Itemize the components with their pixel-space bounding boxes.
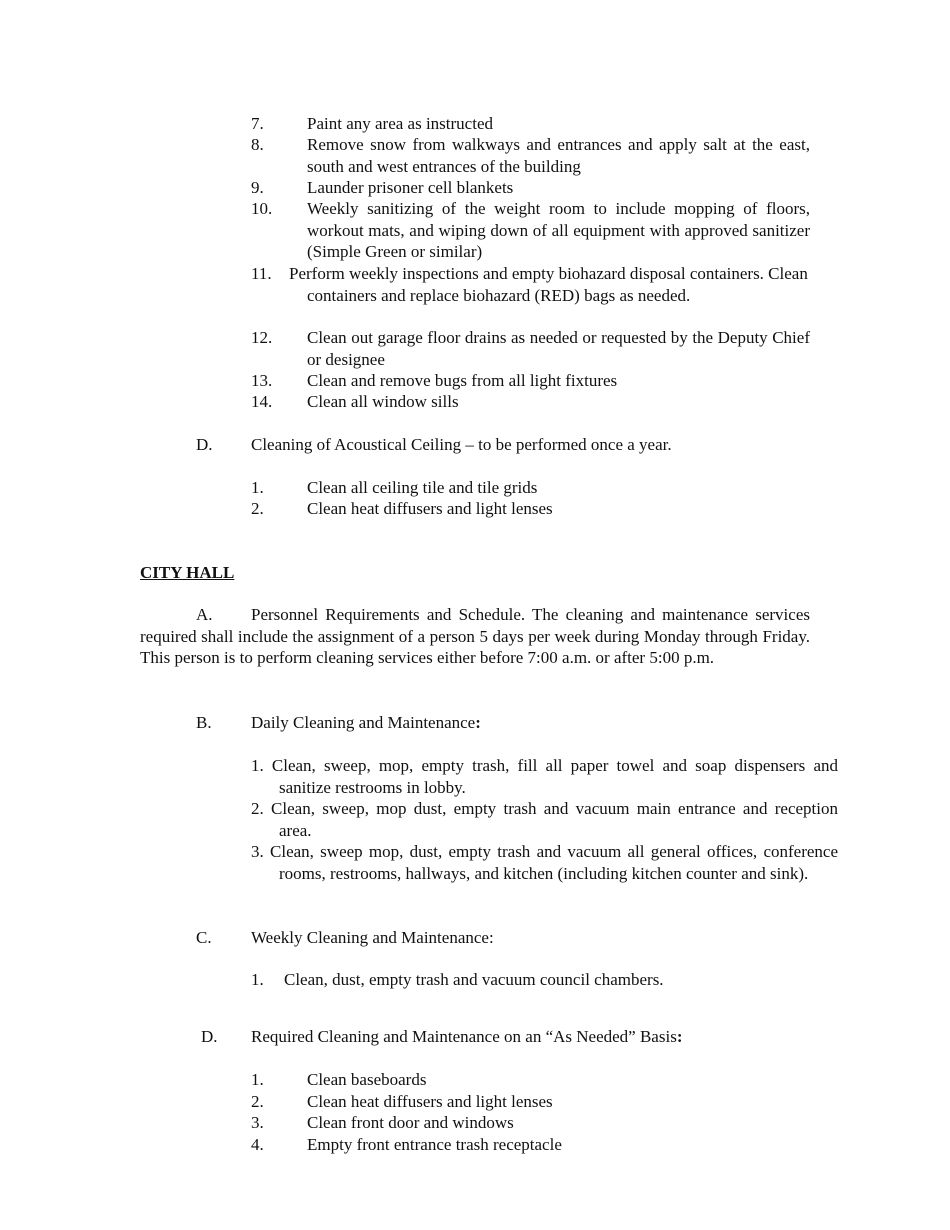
list-item-number: 1. xyxy=(251,970,264,989)
list-item-number: 11. xyxy=(251,264,272,283)
list-item-text: Clean front door and windows xyxy=(307,1113,514,1132)
list-item-text: Clean and remove bugs from all light fixtures xyxy=(307,371,618,390)
list-item-number: 1. xyxy=(251,756,264,775)
section-letter: A. xyxy=(196,605,213,624)
list-item-text: Clean out garage floor drains as needed or requested by the Deputy Chief or designee xyxy=(307,328,810,369)
list-item-text: Perform weekly inspections and empty biohazard disposal containers. Clean containers and replace biohazard (RED) bags as needed. xyxy=(289,264,808,305)
list-item-number: 1. xyxy=(251,1070,264,1089)
list-item xyxy=(251,798,838,841)
section-letter: B. xyxy=(196,713,212,732)
list-item-number: 9. xyxy=(251,178,264,197)
list-item-text: Clean, sweep, mop dust, empty trash and vacuum main entrance and reception area. xyxy=(271,799,838,840)
list-item-number: 3. xyxy=(251,842,264,861)
section-title: Daily Cleaning and Maintenance: xyxy=(251,713,481,732)
list-item-number: 2. xyxy=(251,499,264,518)
section-letter: D. xyxy=(201,1027,218,1046)
list-item-text: Weekly sanitizing of the weight room to include mopping of floors, workout mats, and wiping down of all equipment with approved sanitizer (Simple Green or similar) xyxy=(307,199,810,261)
list-item-text: Clean baseboards xyxy=(307,1070,427,1089)
list-item-text: Clean heat diffusers and light lenses xyxy=(307,499,553,518)
list-item-text: Clean, sweep, mop, empty trash, fill all paper towel and soap dispensers and sanitize restrooms in lobby. xyxy=(271,756,838,797)
list-item-text: Remove snow from walkways and entrances and apply salt at the east, south and west entrances of the building xyxy=(307,135,810,176)
list-item-number: 10. xyxy=(251,199,273,218)
section-heading: CITY HALL xyxy=(140,563,235,582)
list-item-text: Clean all window sills xyxy=(307,392,459,411)
list-item-number: 14. xyxy=(251,392,273,411)
section-a-paragraph xyxy=(140,604,810,669)
list-item xyxy=(251,755,838,798)
list-item-text: Clean, sweep mop, dust, empty trash and vacuum all general offices, conference rooms, restrooms, hallways, and kitchen (including kitchen counter and sink). xyxy=(270,842,838,883)
list-item-text: Clean, dust, empty trash and vacuum council chambers. xyxy=(284,970,664,989)
section-title: Cleaning of Acoustical Ceiling – to be performed once a year. xyxy=(251,435,672,454)
list-item-number: 2. xyxy=(251,1092,264,1111)
list-item-number: 2. xyxy=(251,799,264,818)
section-letter: D. xyxy=(196,435,213,454)
section-letter: C. xyxy=(196,928,212,947)
section-a-text: Personnel Requirements and Schedule. The cleaning and maintenance services required shall include the assignment of a person 5 days per week during Monday through Friday. This person is to perform cleaning services either before 7:00 a.m. or after 5:00 p.m. xyxy=(140,605,810,668)
list-item-number: 12. xyxy=(251,328,273,347)
list-item-text: Empty front entrance trash receptacle xyxy=(307,1135,562,1154)
list-item-text: Launder prisoner cell blankets xyxy=(307,178,514,197)
list-item-number: 8. xyxy=(251,135,264,154)
list-item-number: 4. xyxy=(251,1135,264,1154)
list-item-number: 3. xyxy=(251,1113,264,1132)
section-title: Weekly Cleaning and Maintenance: xyxy=(251,928,494,947)
list-item-text: Clean heat diffusers and light lenses xyxy=(307,1092,553,1111)
list-item-number: 1. xyxy=(251,478,264,497)
list-item-number: 13. xyxy=(251,371,273,390)
list-item xyxy=(251,841,838,884)
list-item-text: Paint any area as instructed xyxy=(307,114,493,133)
list-item-number: 7. xyxy=(251,114,264,133)
section-title: Required Cleaning and Maintenance on an “As Needed” Basis: xyxy=(251,1027,683,1046)
list-item-text: Clean all ceiling tile and tile grids xyxy=(307,478,538,497)
